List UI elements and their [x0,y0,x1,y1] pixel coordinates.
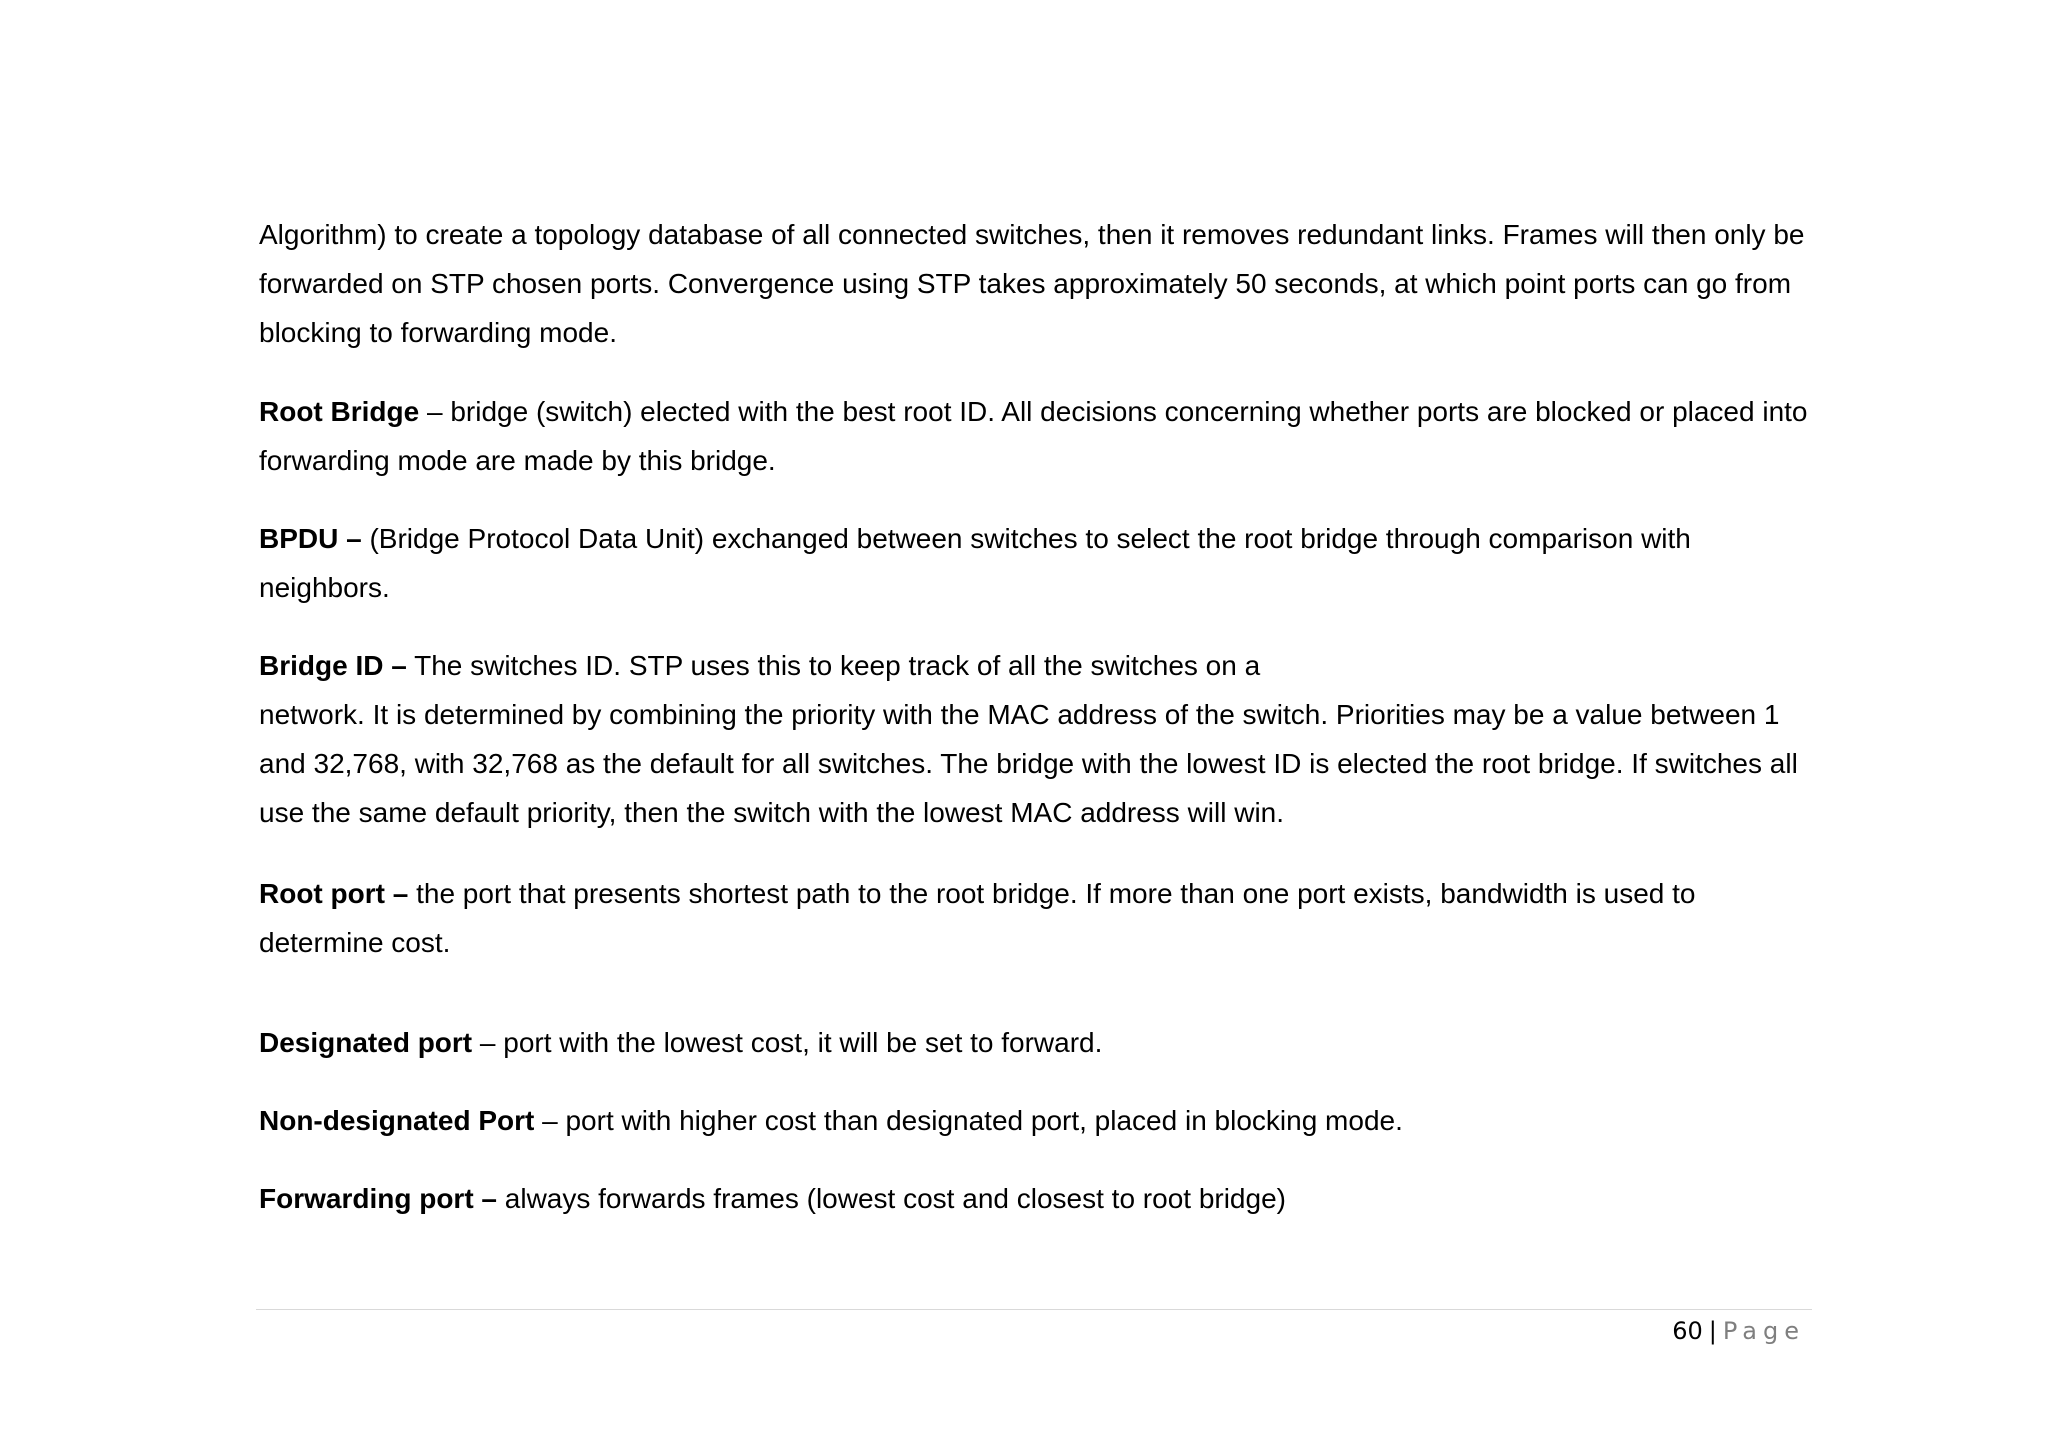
non-designated-port-definition: – port with higher cost than designated port, placed in blocking mode. [534,1105,1403,1136]
page-number: 60 [1672,1317,1703,1345]
root-port-paragraph [259,869,1819,967]
root-bridge-definition: – bridge (switch) elected with the best root ID. All decisions concerning whether ports are blocked or placed into forwarding mode are made by this bridge. [259,396,1808,476]
forwarding-port-term: Forwarding port – [259,1183,497,1214]
designated-port-term: Designated port [259,1027,473,1058]
root-port-definition: the port that presents shortest path to the root bridge. If more than one port exists, bandwidth is used to determine cost. [259,878,1696,958]
bridge-id-paragraph [259,641,1819,837]
page-footer [1672,1316,1805,1346]
bpdu-term: BPDU – [259,523,362,554]
bridge-id-definition-line1: The switches ID. STP uses this to keep track of all the switches on a [406,650,1261,681]
root-bridge-term: Root Bridge [259,396,420,427]
forwarding-port-definition: always forwards frames (lowest cost and closest to root bridge) [497,1183,1286,1214]
intro-paragraph [259,210,1819,357]
footer-divider [256,1309,1812,1310]
bpdu-definition: (Bridge Protocol Data Unit) exchanged between switches to select the root bridge through comparison with neighbors. [259,523,1691,603]
page-label: Page [1722,1317,1805,1345]
non-designated-port-paragraph [259,1096,1819,1145]
bridge-id-definition-rest: network. It is determined by combining the priority with the MAC address of the switch. Priorities may be a value between 1 and 32,768, with 32,768 as the default for all switches. The bridge with the lowest ID is elected the root bridge. If switches all use the same default priority, then the switch with the lowest MAC address will win. [259,699,1798,828]
intro-text: Algorithm) to create a topology database of all connected switches, then it removes redundant links. Frames will then only be forwarded on STP chosen ports. Convergence using STP takes approximately 50 seconds, at which point ports can go from blocking to forwarding mode. [259,219,1805,348]
non-designated-port-term: Non-designated Port [259,1105,535,1136]
bpdu-paragraph [259,514,1819,612]
designated-port-definition: – port with the lowest cost, it will be set to forward. [472,1027,1103,1058]
designated-port-paragraph [259,1018,1819,1067]
footer-separator: | [1708,1317,1717,1345]
root-port-term: Root port – [259,878,409,909]
forwarding-port-paragraph [259,1174,1819,1223]
bridge-id-term: Bridge ID – [259,650,407,681]
root-bridge-paragraph [259,387,1819,485]
